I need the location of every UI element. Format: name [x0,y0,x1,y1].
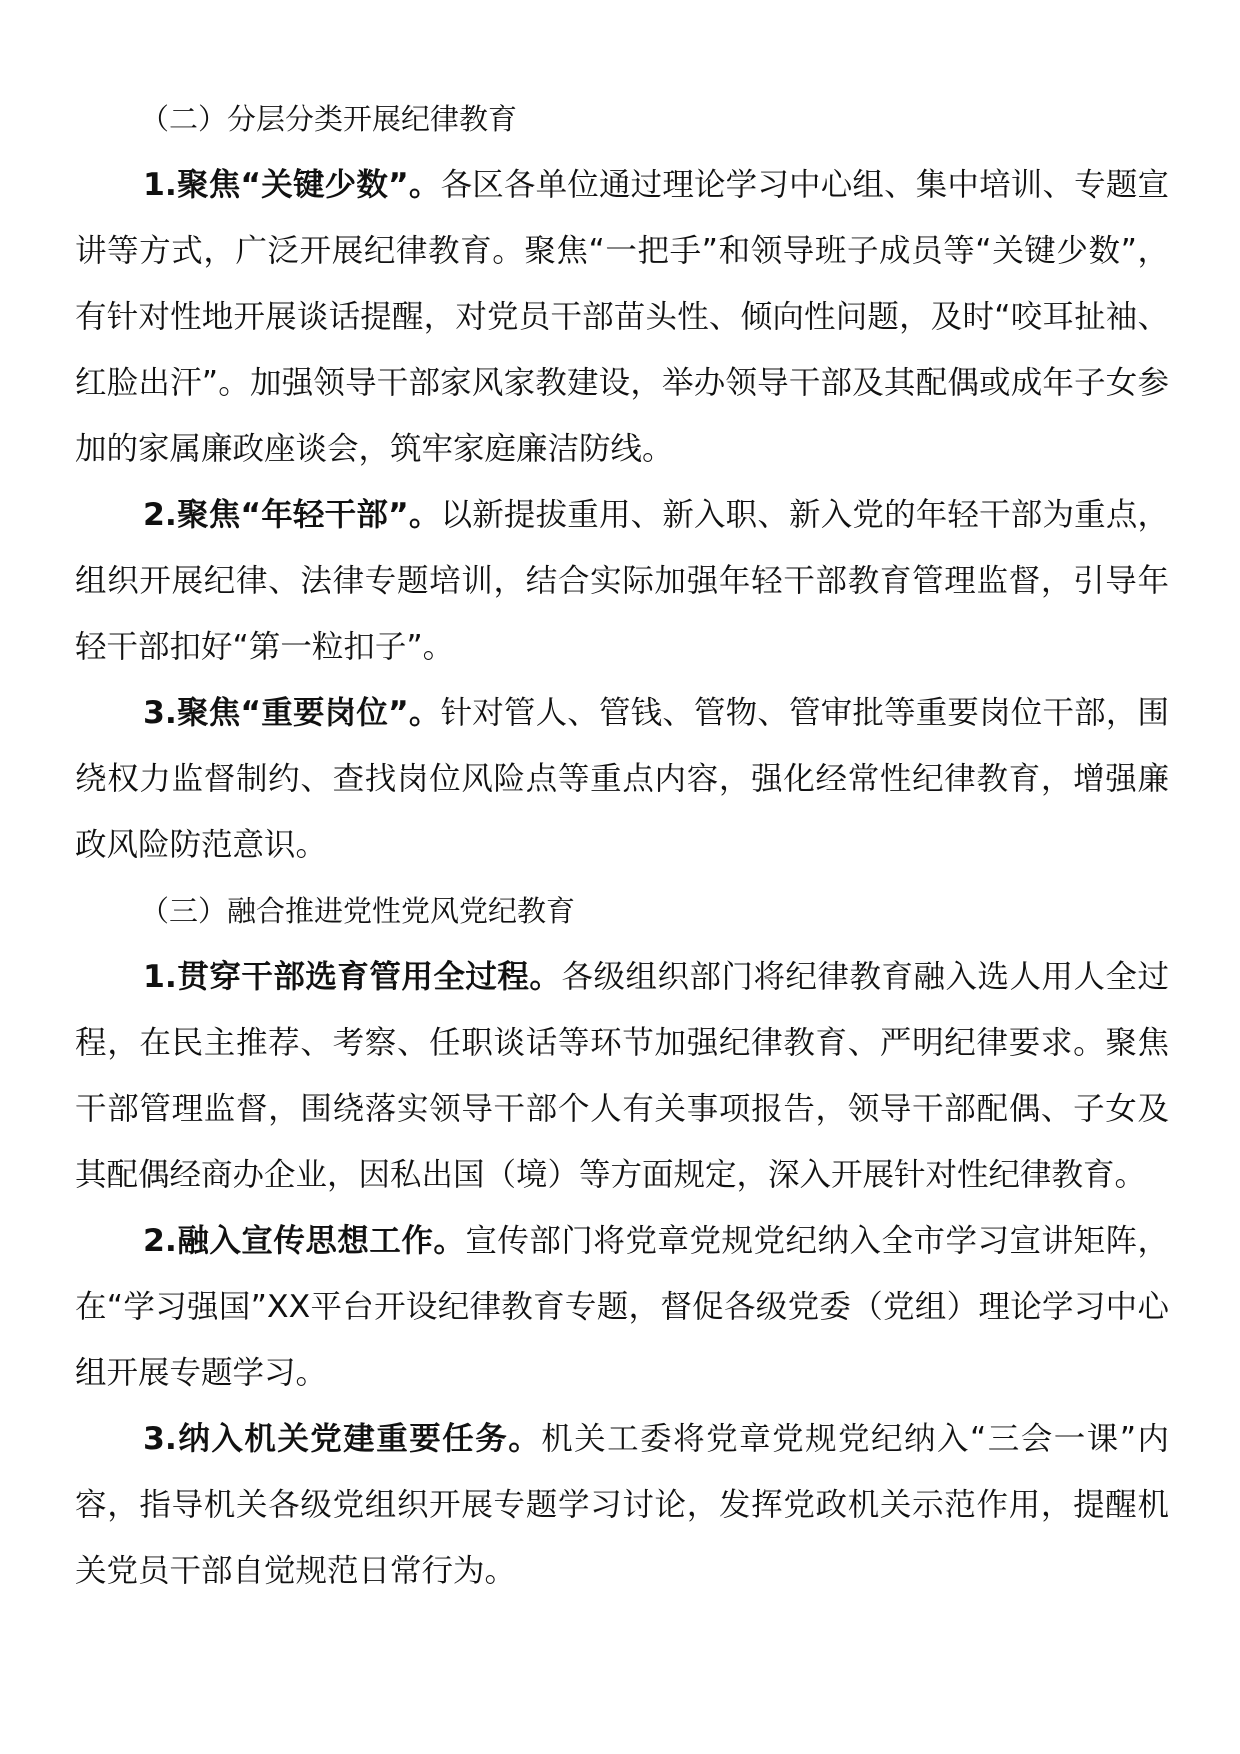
paragraph-lead: 3.聚焦“重要岗位”。 [143,695,441,731]
paragraph-body: 各级组织部门将纪律教育融入选人用人全过程，在民主推荐、考察、任职谈话等环节加强纪律教育、严明纪律要求。聚焦干部管理监督，围绕落实领导干部个人有关事项报告，领导干部配偶、子女及其配偶经商办企业，因私出国（境）等方面规定，深入开展针对性纪律教育。 [75,959,1169,1193]
section-heading-3: （三）融合推进党性党风党纪教育 [140,894,576,928]
paragraph-publicity-work [75,1208,1169,1406]
section-heading-2: （二）分层分类开展纪律教育 [140,102,518,136]
document-body [75,86,1169,1604]
paragraph-cadre-management [75,944,1169,1208]
paragraph-body: 以新提拔重用、新入职、新入党的年轻干部为重点，组织开展纪律、法律专题培训，结合实际加强年轻干部教育管理监督，引导年轻干部扣好“第一粒扣子”。 [75,497,1169,665]
paragraph-lead: 1.贯穿干部选育管用全过程。 [143,959,562,995]
paragraph-focus-key-minority [75,152,1169,482]
paragraph-lead: 3.纳入机关党建重要任务。 [143,1421,542,1457]
paragraph-party-building [75,1406,1169,1604]
paragraph-lead: 2.聚焦“年轻干部”。 [143,497,441,533]
paragraph-body: 针对管人、管钱、管物、管审批等重要岗位干部，围绕权力监督制约、查找岗位风险点等重点内容，强化经常性纪律教育，增强廉政风险防范意识。 [75,695,1169,863]
paragraph-focus-key-posts [75,680,1169,878]
paragraph-lead: 1.聚焦“关键少数”。 [143,167,441,203]
paragraph-body: 机关工委将党章党规党纪纳入“三会一课”内容，指导机关各级党组织开展专题学习讨论，发挥党政机关示范作用，提醒机关党员干部自觉规范日常行为。 [75,1421,1170,1589]
paragraph-lead: 2.融入宣传思想工作。 [143,1223,466,1259]
paragraph-body: 各区各单位通过理论学习中心组、集中培训、专题宣讲等方式，广泛开展纪律教育。聚焦“一把手”和领导班子成员等“关键少数”，有针对性地开展谈话提醒，对党员干部苗头性、倾向性问题，及时“咬耳扯袖、红脸出汗”。加强领导干部家风家教建设，举办领导干部及其配偶或成年子女参加的家属廉政座谈会，筑牢家庭廉洁防线。 [75,167,1169,467]
paragraph-focus-young-cadres [75,482,1169,680]
paragraph-body: 宣传部门将党章党规党纪纳入全市学习宣讲矩阵，在“学习强国”XX平台开设纪律教育专题，督促各级党委（党组）理论学习中心组开展专题学习。 [75,1223,1169,1391]
